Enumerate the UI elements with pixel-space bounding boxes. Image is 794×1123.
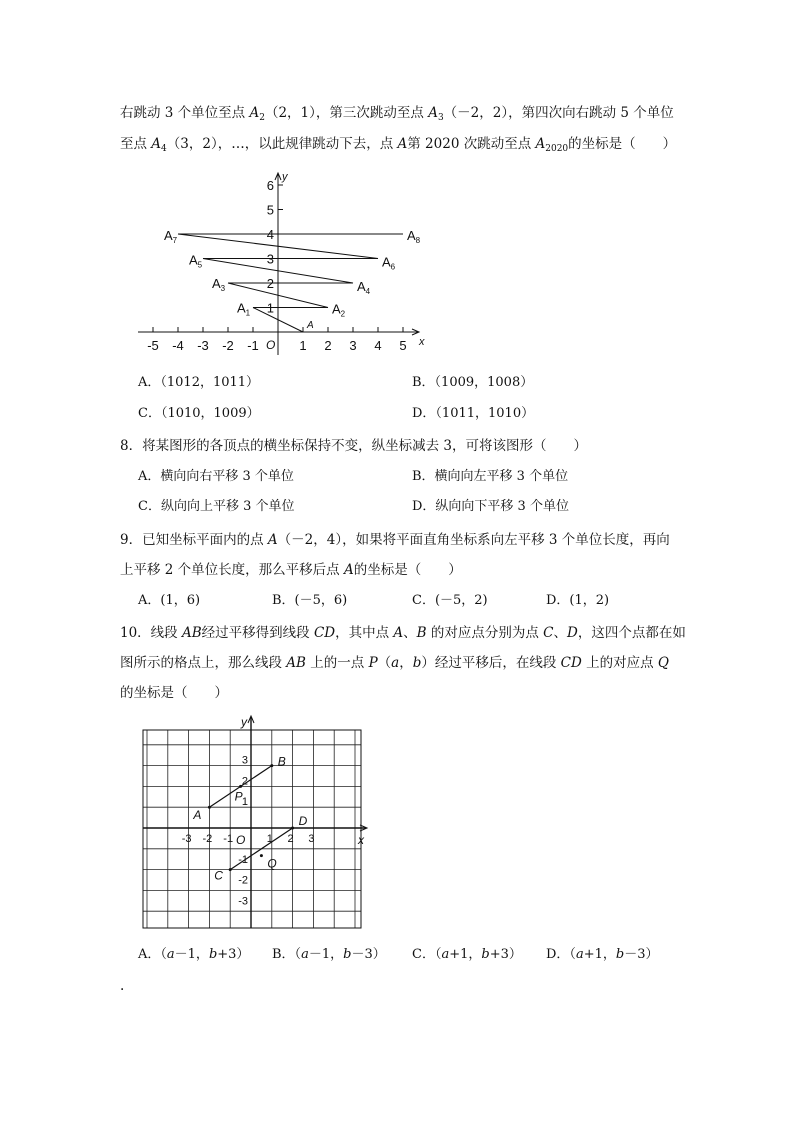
x-tick-label: 3 bbox=[308, 833, 315, 845]
grid-border bbox=[143, 730, 361, 928]
q10-grid-graph bbox=[138, 714, 372, 932]
q10-line-1: 10．线段 AB经过平移得到线段 CD，其中点 A、B 的对应点分别为点 C、D，这四个点都在如 bbox=[120, 625, 686, 641]
q7-option-b[interactable]: B．（1009，1008） bbox=[412, 375, 534, 390]
x-tick-label: -4 bbox=[172, 338, 184, 353]
q9-option-b[interactable]: B．(－5，6) bbox=[272, 593, 348, 608]
point-label-q: Q bbox=[267, 856, 277, 871]
q7-option-c[interactable]: C．（1010，1009） bbox=[138, 406, 260, 421]
point-label-a5: $A_5$ bbox=[189, 252, 203, 270]
x-tick-label: 3 bbox=[349, 338, 357, 353]
y-tick-label: 1 bbox=[241, 796, 248, 809]
x-tick-label: -5 bbox=[147, 338, 159, 353]
x-tick-label: 1 bbox=[266, 833, 273, 845]
q10-option-b[interactable]: B．（a－1，b－3） bbox=[272, 947, 386, 962]
point-label-p: P bbox=[234, 789, 243, 804]
x-tick-label: 1 bbox=[299, 338, 307, 353]
point-a bbox=[208, 806, 211, 809]
point-label-a: A bbox=[307, 320, 314, 331]
point-p bbox=[239, 785, 242, 788]
point-label-a7: $A_7$ bbox=[164, 228, 178, 245]
y-tick-label: 2 bbox=[241, 775, 248, 788]
y-tick-label: -3 bbox=[238, 895, 248, 908]
q8-stem: 8．将某图形的各顶点的横坐标保持不变，纵坐标减去 3，可将该图形（ ） bbox=[120, 438, 587, 454]
y-tick-label: 5 bbox=[266, 202, 274, 218]
x-tick-label: -3 bbox=[197, 338, 209, 353]
q7-option-d[interactable]: D．（1011，1010） bbox=[412, 406, 535, 421]
q8-option-d[interactable]: D．纵向向下平移 3 个单位 bbox=[412, 499, 569, 514]
origin-label: O bbox=[236, 833, 246, 847]
y-tick-label: 2 bbox=[266, 276, 274, 291]
x-tick-label: 2 bbox=[287, 833, 294, 845]
q9-option-d[interactable]: D．(1，2) bbox=[546, 593, 610, 608]
y-tick-label: 4 bbox=[266, 227, 274, 242]
point-label-a4: $A_4$ bbox=[357, 279, 371, 296]
q9-option-a[interactable]: A．(1，6) bbox=[138, 593, 201, 608]
x-tick-label: 4 bbox=[374, 338, 382, 353]
y-tick-label: 6 bbox=[266, 178, 274, 193]
x-axis-label: x bbox=[419, 336, 425, 348]
point-d bbox=[291, 827, 294, 830]
q9-line-1: 9．已知坐标平面内的点 A（－2，4），如果将平面直角坐标系向左平移 3 个单位长度，再向 bbox=[120, 532, 670, 548]
origin-label: O bbox=[266, 338, 276, 352]
q7-line-2: 至点 $A_4(3$，2），…，以此规律跳动下去，点 A第 2020 次跳动至点 $A_{2020}$的坐标是（ ） bbox=[120, 136, 677, 154]
y-tick-label: 1 bbox=[266, 300, 274, 316]
y-axis-label: y bbox=[282, 171, 288, 183]
point-c bbox=[229, 868, 232, 871]
q10-line-3: 的坐标是（ ） bbox=[120, 685, 228, 701]
y-tick-label: -1 bbox=[238, 853, 248, 866]
point-label-a3: $A_3$ bbox=[212, 276, 226, 293]
q9-option-c[interactable]: C．(－5，2) bbox=[412, 593, 488, 608]
y-tick-label: -2 bbox=[238, 874, 248, 887]
q8-option-a[interactable]: A．横向向右平移 3 个单位 bbox=[138, 469, 294, 484]
x-tick-label: -1 bbox=[247, 338, 259, 353]
x-tick-label: 5 bbox=[399, 338, 407, 353]
q10-option-d[interactable]: D．（a+1，b－3） bbox=[546, 947, 659, 962]
q9-line-2: 上平移 2 个单位长度，那么平移后点 A的坐标是（ ） bbox=[120, 562, 462, 578]
y-tick-label: 3 bbox=[266, 251, 274, 267]
y-tick-label: 3 bbox=[241, 754, 248, 767]
q7-line-1: 右跳动 3 个单位至点 $A_2(2$，1），第三次跳动至点 $A_3(-2$，2），第四次向右跳动 5 个单位 bbox=[120, 105, 674, 123]
x-tick-label: -2 bbox=[222, 338, 234, 353]
point-label-d: D bbox=[298, 814, 308, 828]
x-axis-label: x bbox=[358, 833, 364, 847]
q10-option-c[interactable]: C．（a+1，b+3） bbox=[412, 947, 522, 962]
q10-line-2: 图所示的格点上，那么线段 AB 上的一点 P（a，b）经过平移后，在线段 CD 上的对应点 Q bbox=[120, 655, 669, 671]
point-label-a8: $A_8$ bbox=[407, 228, 421, 245]
x-tick-label: -1 bbox=[223, 833, 234, 845]
x-tick-label: -2 bbox=[202, 833, 213, 845]
point-q bbox=[260, 854, 263, 857]
x-tick-label: 2 bbox=[324, 338, 332, 353]
point-b bbox=[270, 764, 273, 767]
footer-dot: . bbox=[120, 978, 125, 994]
x-tick-label: -3 bbox=[181, 833, 192, 845]
point-label-a1: $A_1$ bbox=[237, 300, 251, 318]
point-label-a2: $A_2$ bbox=[332, 301, 346, 319]
point-label-a6: $A_6$ bbox=[382, 254, 396, 272]
q8-option-b[interactable]: B．横向向左平移 3 个单位 bbox=[412, 469, 569, 484]
q10-option-a[interactable]: A．（a－1，b+3） bbox=[138, 947, 250, 962]
q8-option-c[interactable]: C．纵向向上平移 3 个单位 bbox=[138, 499, 295, 514]
point-label-c: C bbox=[214, 868, 223, 883]
q7-jump-graph bbox=[130, 170, 440, 360]
point-label-b: B bbox=[277, 754, 286, 769]
point-label-a: A bbox=[193, 808, 202, 823]
y-axis-label: y bbox=[241, 715, 247, 729]
q7-option-a[interactable]: A．（1012，1011） bbox=[138, 375, 260, 390]
